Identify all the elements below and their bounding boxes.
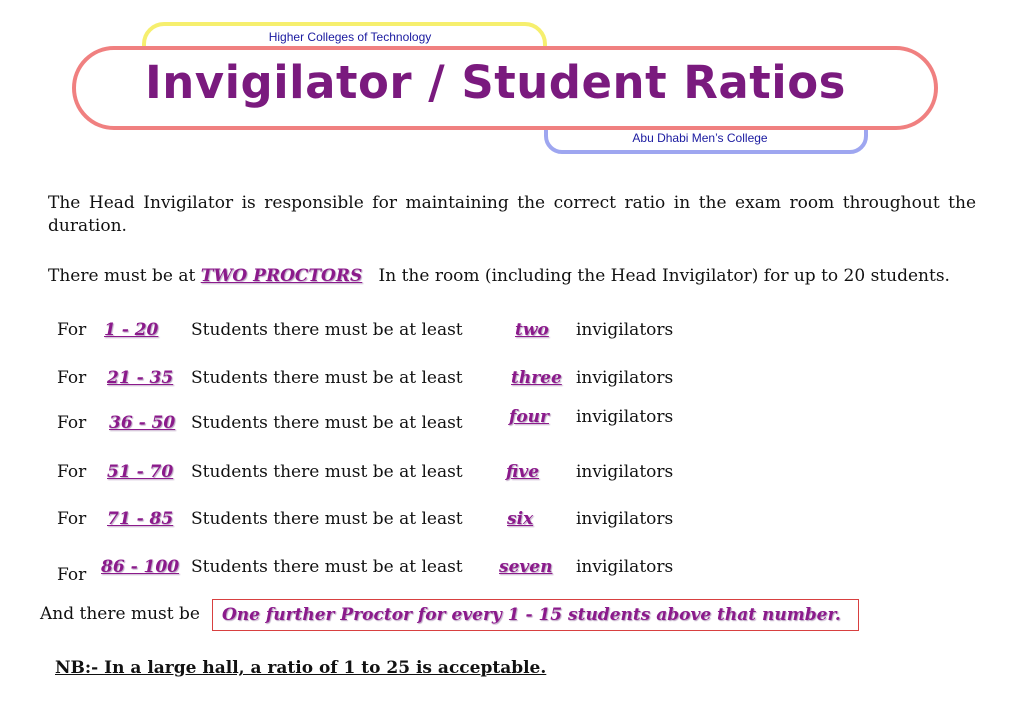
proctor-requirement-suffix: In the room (including the Head Invigilator) for up to 20 students. [378, 266, 950, 286]
row-range: 1 - 20 [104, 320, 159, 340]
row-range: 86 - 100 [101, 557, 180, 577]
row-for-label: For [57, 320, 87, 340]
row-middle-text: Students there must be at least [191, 509, 463, 529]
row-count: seven [499, 557, 553, 577]
row-count: two [515, 320, 549, 340]
row-count: six [507, 509, 534, 529]
row-range: 36 - 50 [109, 413, 176, 433]
row-end-text: invigilators [576, 557, 674, 577]
further-proctor-text: One further Proctor for every 1 - 15 students above that number. [222, 605, 841, 625]
row-middle-text: Students there must be at least [191, 368, 463, 388]
row-for-label: For [57, 565, 87, 585]
org-name-bottom: Abu Dhabi Men’s College [632, 131, 768, 145]
large-hall-note: NB:- In a large hall, a ratio of 1 to 25 is acceptable. [55, 658, 547, 678]
proctor-requirement [48, 265, 976, 288]
row-end-text: invigilators [576, 407, 674, 427]
row-for-label: For [57, 368, 87, 388]
row-range: 51 - 70 [107, 462, 174, 482]
row-range: 71 - 85 [107, 509, 174, 529]
row-end-text: invigilators [576, 320, 674, 340]
row-count: three [511, 368, 562, 388]
row-count: four [509, 407, 549, 427]
page-title: Invigilator / Student Ratios [145, 56, 846, 109]
row-for-label: For [57, 413, 87, 433]
row-middle-text: Students there must be at least [191, 557, 463, 577]
row-middle-text: Students there must be at least [191, 462, 463, 482]
row-end-text: invigilators [576, 368, 674, 388]
proctor-requirement-prefix: There must be at [48, 266, 201, 286]
row-middle-text: Students there must be at least [191, 413, 463, 433]
row-for-label: For [57, 509, 87, 529]
row-end-text: invigilators [576, 462, 674, 482]
row-count: five [506, 462, 540, 482]
row-for-label: For [57, 462, 87, 482]
row-range: 21 - 35 [107, 368, 174, 388]
org-name-top: Higher Colleges of Technology [268, 30, 432, 44]
row-end-text: invigilators [576, 509, 674, 529]
intro-paragraph: The Head Invigilator is responsible for maintaining the correct ratio in the exam room throughout the duration. [48, 193, 976, 236]
further-prefix: And there must be [40, 604, 200, 624]
row-middle-text: Students there must be at least [191, 320, 463, 340]
two-proctors-emphasis: TWO PROCTORS [200, 266, 363, 286]
